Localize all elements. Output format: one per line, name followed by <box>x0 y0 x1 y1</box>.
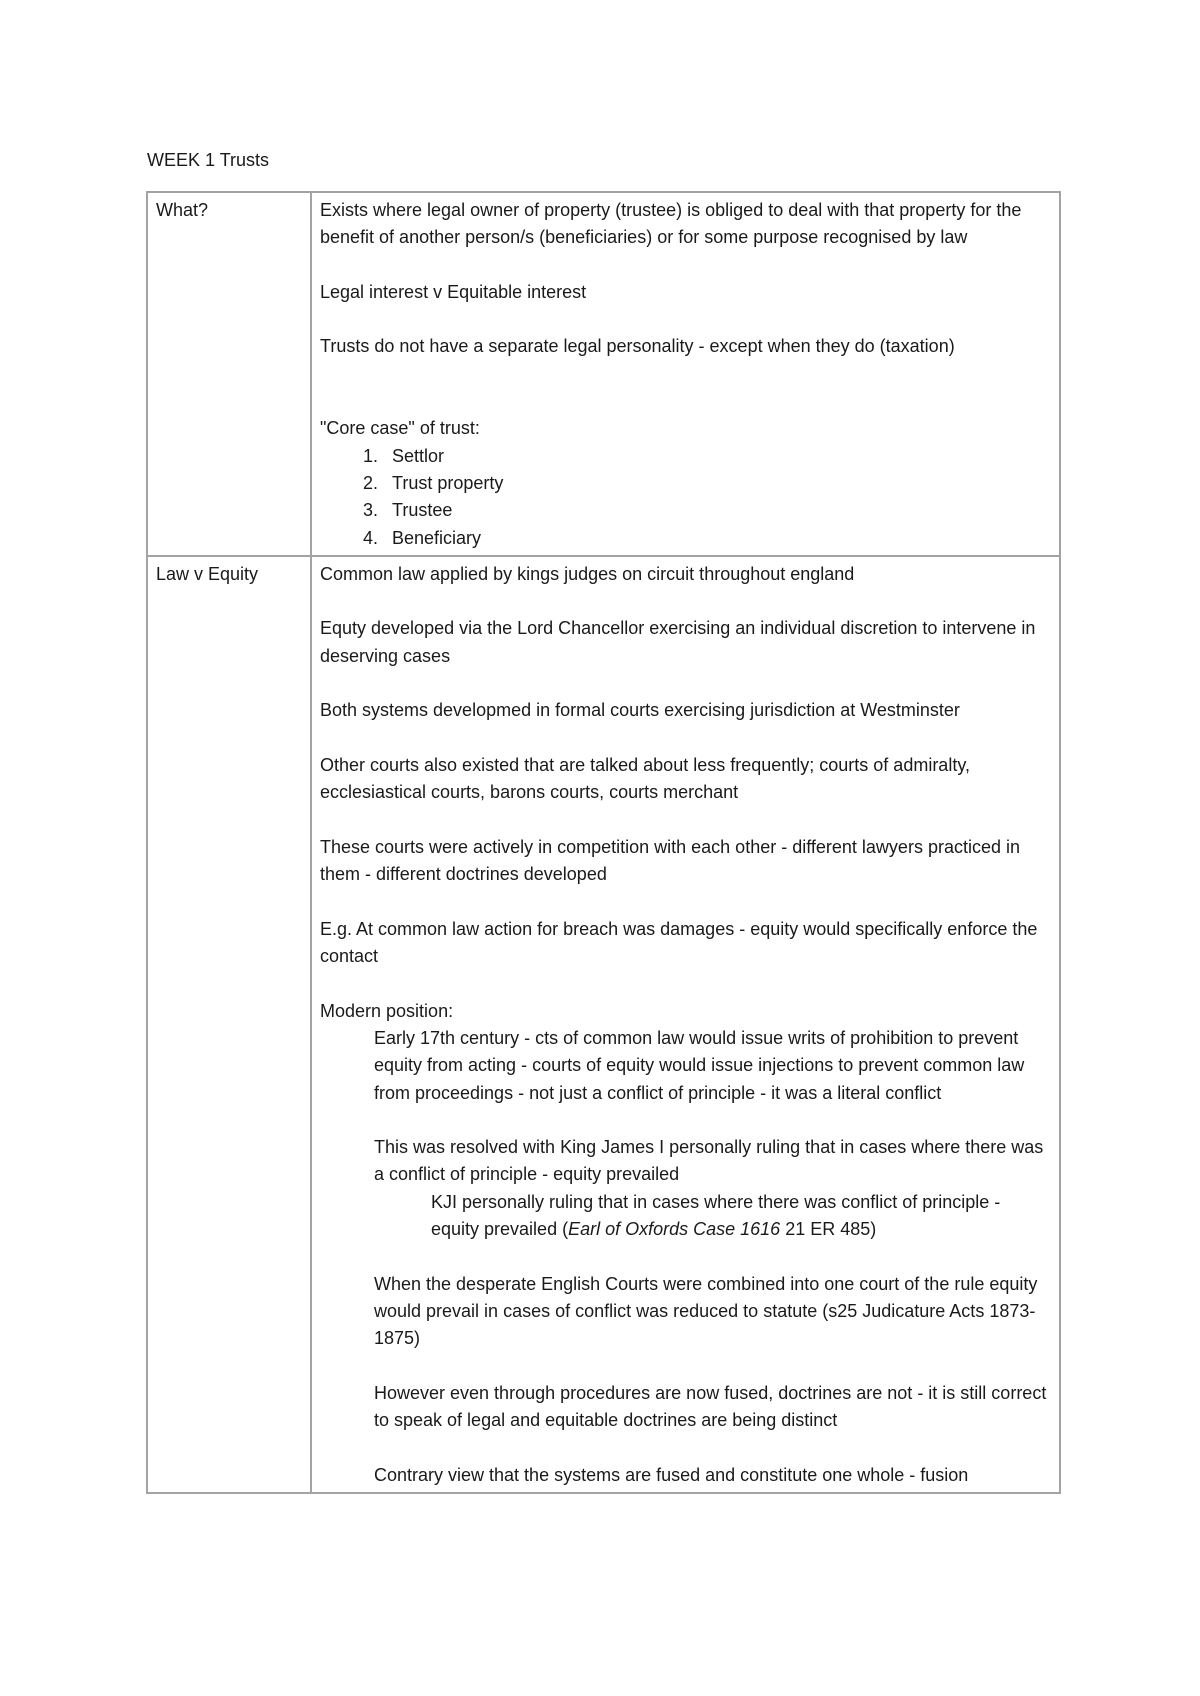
sub-text: KJI personally ruling that in cases where there was conflict of principle - equity prevailed ( <box>431 1191 1001 1239</box>
core-case-list <box>320 443 1051 552</box>
westminster-note: Both systems developmed in formal courts exercising jurisdiction at Westminster <box>320 700 960 721</box>
other-courts-note: Other courts also existed that are talked about less frequently; courts of admiralty, ecclesiastical courts, barons courts, courts merchant <box>320 754 970 803</box>
modern-point-3: When the desperate English Courts were combined into one court of the rule equity would prevail in cases of conflict was reduced to statute (s25 Judicature Acts 1873-1875) <box>374 1273 1038 1349</box>
example-note: E.g. At common law action for breach was damages - equity would specifically enforce the contact <box>320 918 1038 967</box>
notes-table <box>146 191 1061 1494</box>
trust-definition: Exists where legal owner of property (trustee) is obliged to deal with that property for the benefit of another person/s (beneficiaries) or for some purpose recognised by law <box>320 200 1022 248</box>
list-item <box>320 443 1051 470</box>
row-content-what <box>311 192 1060 556</box>
list-item-text: Trust property <box>392 472 504 493</box>
list-number: 3. <box>363 500 379 521</box>
equity-note: Equty developed via the Lord Chancellor exercising an individual discretion to intervene in deserving cases <box>320 618 1036 666</box>
case-name: Earl of Oxfords Case 1616 <box>568 1218 781 1239</box>
row-label-what: What? <box>147 192 311 556</box>
list-item <box>320 525 1051 552</box>
modern-position-heading: Modern position: <box>320 1000 454 1021</box>
case-citation: 21 ER 485) <box>780 1218 877 1239</box>
list-item-text: Settlor <box>392 445 445 466</box>
list-item-text: Trustee <box>392 500 453 521</box>
modern-point-2: This was resolved with King James I personally ruling that in cases where there was a conflict of principle - equity prevailed <box>374 1137 1044 1185</box>
list-item <box>320 497 1051 524</box>
modern-point-1: Early 17th century - cts of common law would issue writs of prohibition to prevent equity from acting - courts of equity would issue injections to prevent common law from proceedings - not just a conflict of principle - it was a literal conflict <box>374 1027 1025 1103</box>
modern-point-4: However even through procedures are now fused, doctrines are not - it is still correct to speak of legal and equitable doctrines are being distinct <box>374 1382 1047 1431</box>
list-number: 2. <box>363 472 379 493</box>
page-title: WEEK 1 Trusts <box>147 150 270 170</box>
table-row-law-v-equity <box>147 556 1060 1493</box>
common-law-note: Common law applied by kings judges on circuit throughout england <box>320 563 855 584</box>
modern-point-2-sub <box>320 1189 1051 1244</box>
legal-personality-note: Trusts do not have a separate legal personality - except when they do (taxation) <box>320 336 955 357</box>
row-content-law-v-equity <box>311 556 1060 1493</box>
list-item-text: Beneficiary <box>392 527 482 548</box>
list-number: 1. <box>363 445 379 466</box>
competition-note: These courts were actively in competition with each other - different lawyers practiced in them - different doctrines developed <box>320 836 1020 885</box>
legal-vs-equitable: Legal interest v Equitable interest <box>320 281 587 302</box>
core-case-heading: "Core case" of trust: <box>320 418 480 439</box>
list-number: 4. <box>363 527 379 548</box>
table-row-what <box>147 192 1060 556</box>
row-label-law-v-equity: Law v Equity <box>147 556 311 1493</box>
list-item <box>320 470 1051 497</box>
modern-point-5: Contrary view that the systems are fused and constitute one whole - fusion <box>374 1464 969 1485</box>
